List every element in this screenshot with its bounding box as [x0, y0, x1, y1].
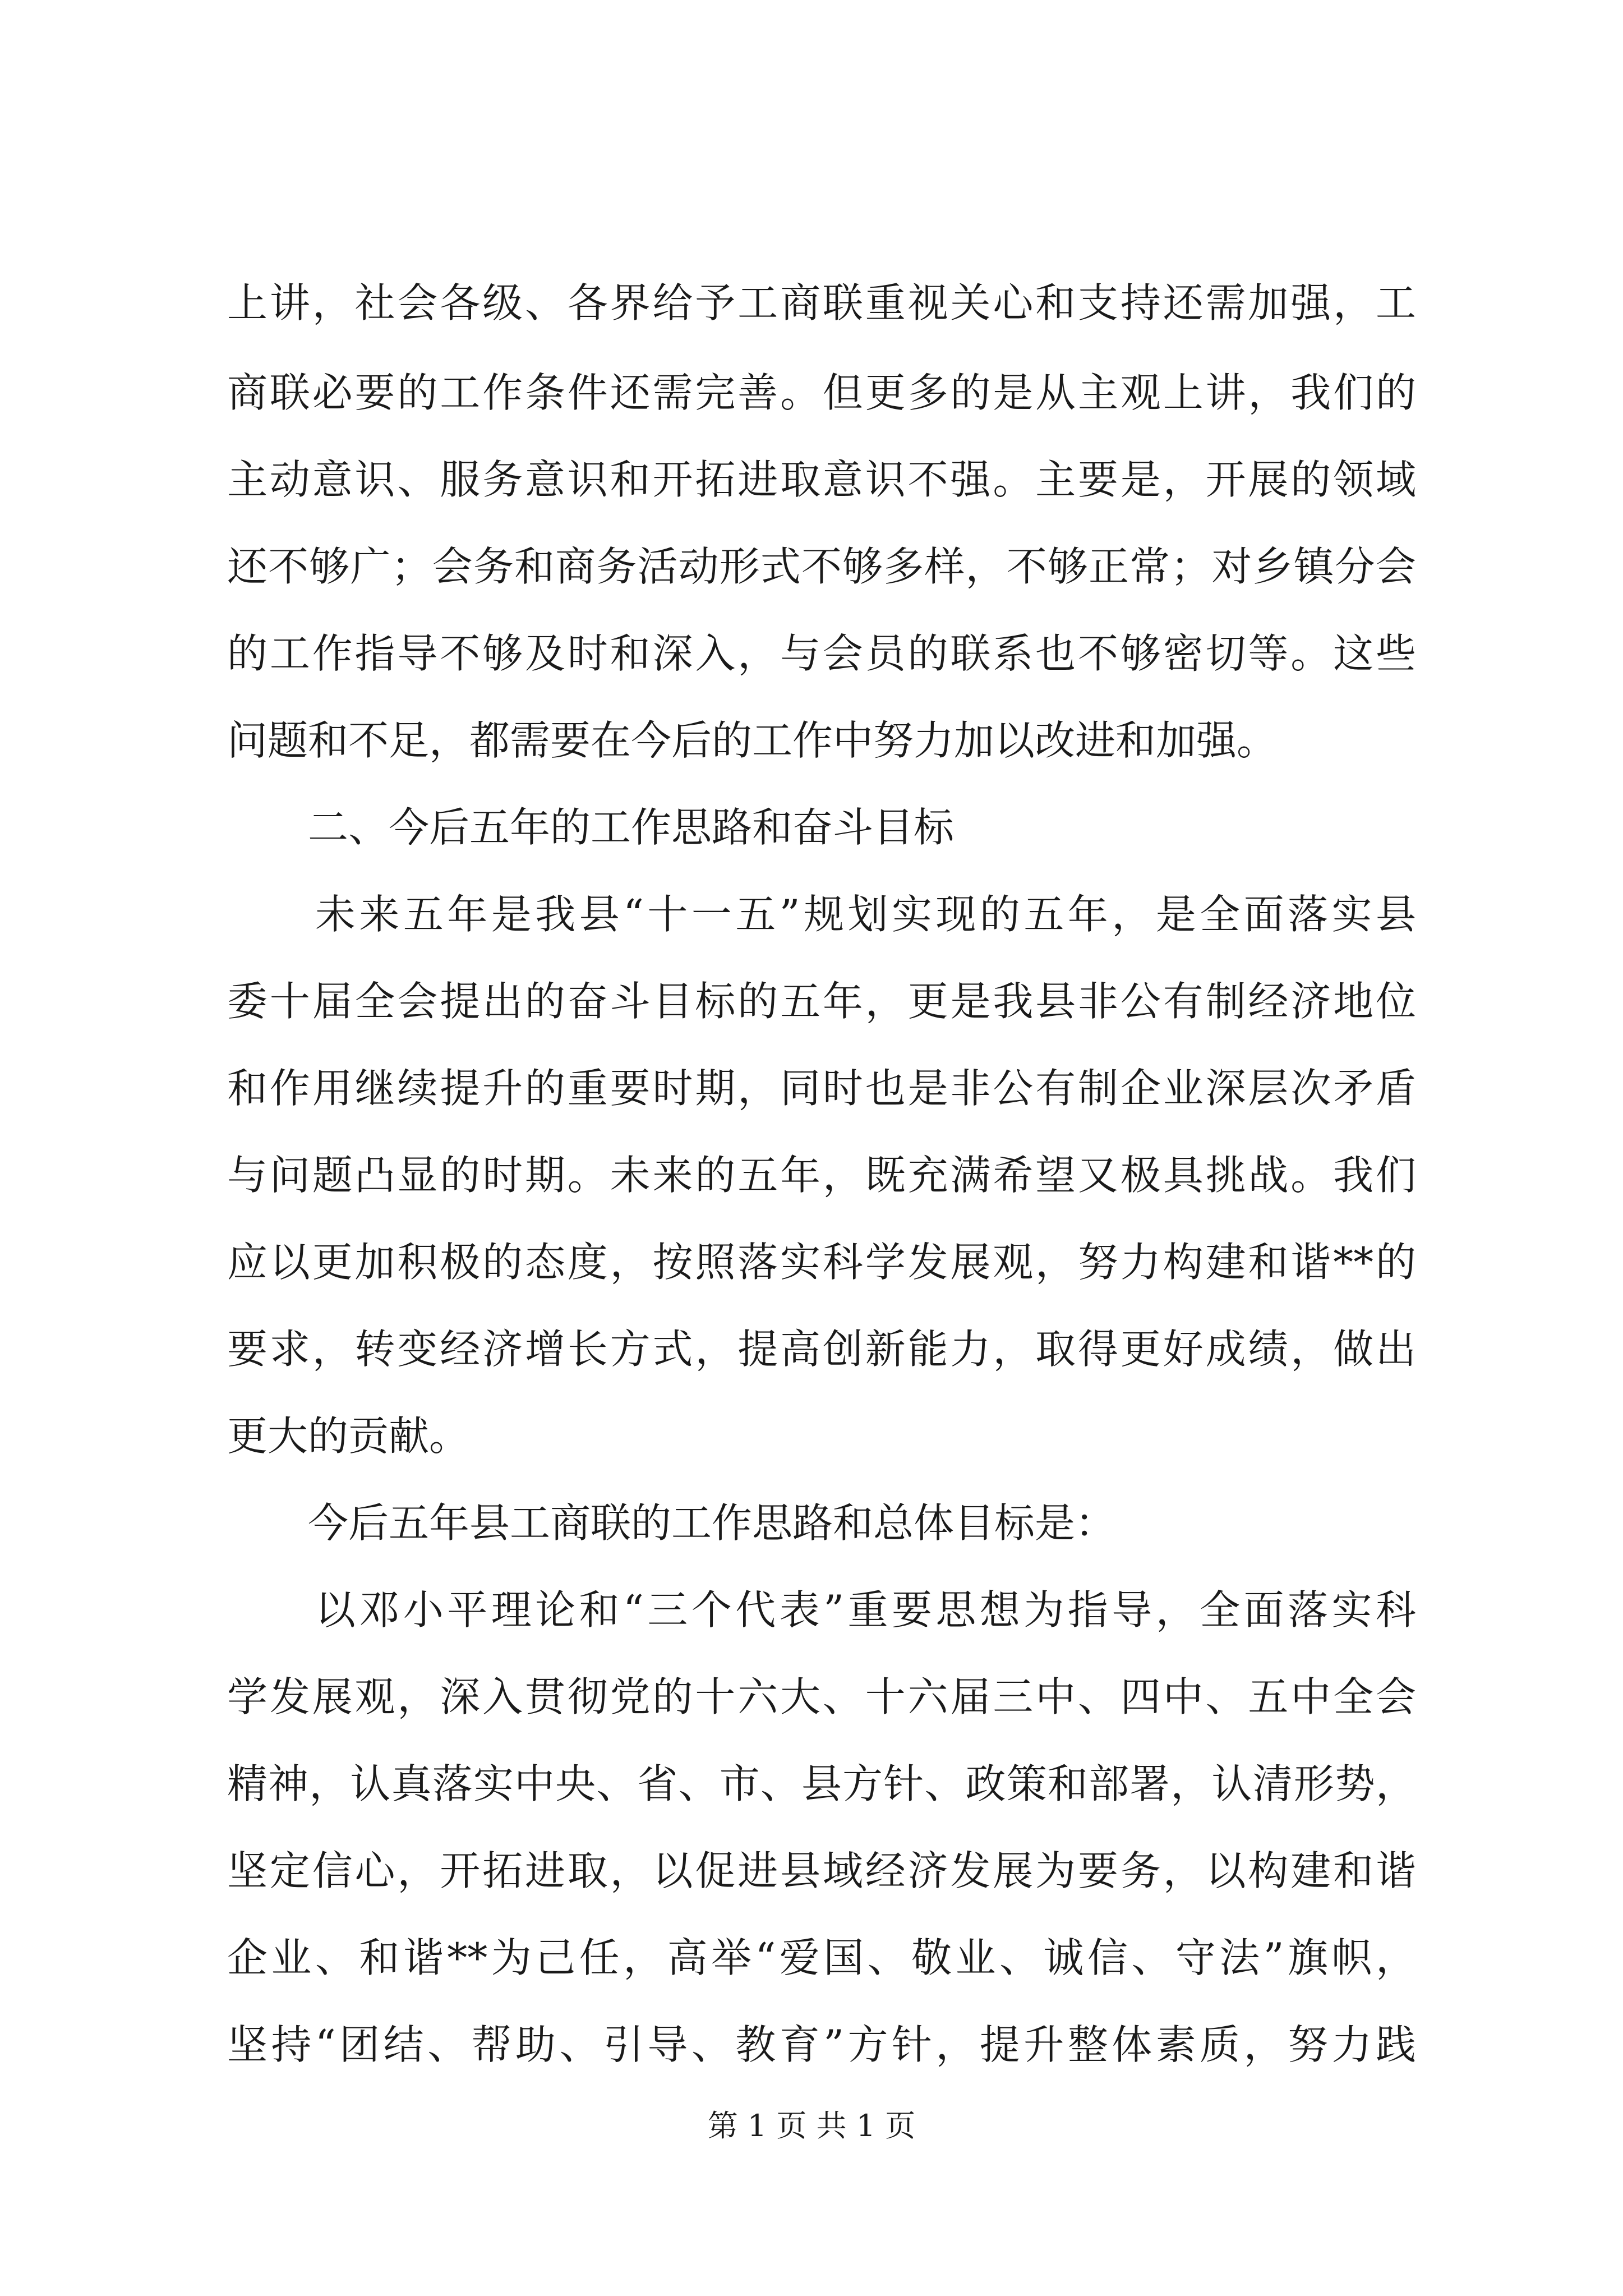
text-line: 今后五年县工商联的工作思路和总体目标是： [227, 1499, 1116, 1547]
text-line: 与问题凸显的时期。未来的五年，既充满希望又极具挑战。我们 [227, 1152, 1416, 1199]
text-line: 和作用继续提升的重要时期，同时也是非公有制企业深层次矛盾 [227, 1065, 1416, 1112]
text-line: 企业、和谐**为己任，高举“爱国、敬业、诚信、守法”旗帜， [227, 1934, 1416, 1981]
section-heading: 二、今后五年的工作思路和奋斗目标 [227, 804, 955, 851]
text-line: 委十届全会提出的奋斗目标的五年，更是我县非公有制经济地位 [227, 978, 1416, 1025]
text-line: 学发展观，深入贯彻党的十六大、十六届三中、四中、五中全会 [227, 1673, 1416, 1720]
page-footer: 第 1 页 共 1 页 [707, 2108, 916, 2143]
text-line: 以邓小平理论和“三个代表”重要思想为指导，全面落实科 [227, 1586, 1416, 1634]
text-line: 主动意识、服务意识和开拓进取意识不强。主要是，开展的领域 [227, 456, 1416, 503]
text-line: 商联必要的工作条件还需完善。但更多的是从主观上讲，我们的 [227, 369, 1416, 416]
text-line: 坚持“团结、帮助、引导、教育”方针，提升整体素质，努力践 [227, 2021, 1416, 2068]
text-line: 更大的贡献。 [227, 1412, 470, 1460]
text-line: 上讲，社会各级、各界给予工商联重视关心和支持还需加强，工 [227, 279, 1416, 326]
text-line: 问题和不足，都需要在今后的工作中努力加以改进和加强。 [227, 717, 1278, 764]
text-line: 应以更加积极的态度，按照落实科学发展观，努力构建和谐**的 [227, 1239, 1416, 1286]
text-line: 坚定信心，开拓进取，以促进县域经济发展为要务，以构建和谐 [227, 1847, 1416, 1894]
text-line: 还不够广；会务和商务活动形式不够多样，不够正常；对乡镇分会 [227, 543, 1416, 590]
text-line: 的工作指导不够及时和深入，与会员的联系也不够密切等。这些 [227, 630, 1416, 677]
text-line: 精神，认真落实中央、省、市、县方针、政策和部署，认清形势， [227, 1760, 1416, 1807]
text-line: 要求，转变经济增长方式，提高创新能力，取得更好成绩，做出 [227, 1326, 1416, 1373]
text-line: 未来五年是我县“十一五”规划实现的五年，是全面落实县 [227, 891, 1416, 938]
